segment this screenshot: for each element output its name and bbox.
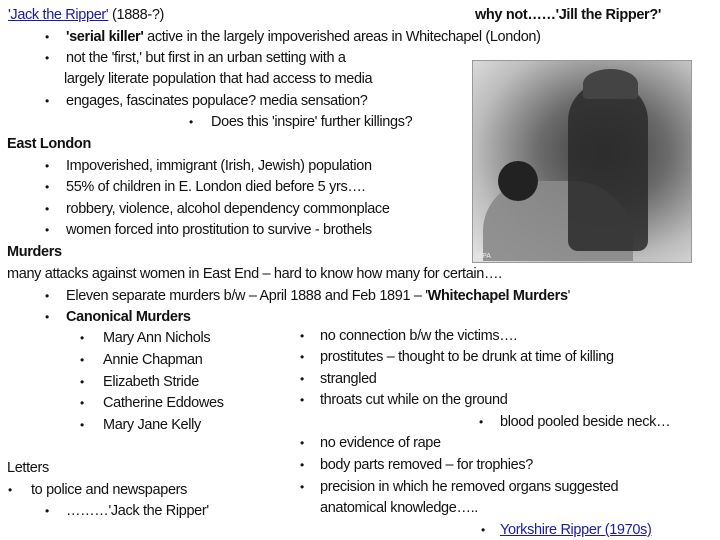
bullet: • <box>45 159 49 173</box>
letters-heading: Letters <box>7 460 49 476</box>
bullet: • <box>300 393 304 407</box>
murders-intro: many attacks against women in East End – hard to know how many for certain…. <box>7 266 502 282</box>
bullet: • <box>300 350 304 364</box>
bullet: • <box>45 504 49 518</box>
murder-fact: body parts removed – for trophies? <box>320 457 533 473</box>
intro-text: active in the largely impoverished areas in Whitechapel (London) <box>143 29 541 45</box>
murder-fact: throats cut while on the ground <box>320 392 508 408</box>
intro-item <box>66 28 541 46</box>
bullet: • <box>80 418 84 432</box>
bullet: • <box>45 51 49 65</box>
victim-name: Elizabeth Stride <box>103 374 199 390</box>
bullet: • <box>8 483 12 497</box>
murder-fact: no connection b/w the victims…. <box>320 328 518 344</box>
east-london-heading: East London <box>7 136 91 152</box>
bullet: • <box>80 375 84 389</box>
murder-fact: no evidence of rape <box>320 435 441 451</box>
murder-fact-cont: anatomical knowledge….. <box>320 500 478 516</box>
murder-fact: prostitutes – thought to be drunk at time of killing <box>320 349 614 365</box>
quote-end: ' <box>567 288 571 304</box>
bullet: • <box>300 329 304 343</box>
title-line <box>8 6 164 24</box>
bullet: • <box>300 458 304 472</box>
bullet: • <box>45 180 49 194</box>
bullet: • <box>80 396 84 410</box>
jack-the-ripper-link[interactable]: 'Jack the Ripper' <box>8 7 109 23</box>
bullet: • <box>45 94 49 108</box>
bullet: • <box>80 331 84 345</box>
murders-heading: Murders <box>7 244 62 260</box>
bullet: • <box>189 115 193 129</box>
canonical-murders-heading: Canonical Murders <box>66 309 191 325</box>
murder-fact: precision in which he removed organs suggested <box>320 479 619 495</box>
title-right: why not……'Jill the Ripper?' <box>475 7 661 23</box>
east-london-item: 55% of children in E. London died before 5 yrs…. <box>66 179 366 195</box>
image-credit: ©PA <box>477 253 491 260</box>
intro-item: engages, fascinates populace? media sensation? <box>66 93 368 109</box>
victim-name: Mary Ann Nichols <box>103 330 211 346</box>
victim-name: Mary Jane Kelly <box>103 417 201 433</box>
letters-subitem: ………'Jack the Ripper' <box>66 503 209 519</box>
bullet: • <box>479 415 483 429</box>
yorkshire-ripper-item <box>500 521 651 539</box>
bullet: • <box>80 353 84 367</box>
intro-item: not the 'first,' but first in an urban setting with a <box>66 50 346 66</box>
east-london-item: robbery, violence, alcohol dependency commonplace <box>66 201 390 217</box>
bullet: • <box>300 436 304 450</box>
east-london-item: women forced into prostitution to survive - brothels <box>66 222 372 238</box>
letters-item: to police and newspapers <box>31 482 188 498</box>
bullet: • <box>45 202 49 216</box>
murder-fact: strangled <box>320 371 377 387</box>
eleven-murders-item <box>66 287 570 305</box>
bullet: • <box>45 289 49 303</box>
intro-subitem: Does this 'inspire' further killings? <box>211 114 413 130</box>
east-london-item: Impoverished, immigrant (Irish, Jewish) population <box>66 158 372 174</box>
bullet: • <box>45 30 49 44</box>
bullet: • <box>45 310 49 324</box>
whitechapel-murders-term: Whitechapel Murders <box>427 288 568 304</box>
bullet: • <box>300 480 304 494</box>
bullet: • <box>481 523 485 537</box>
bullet: • <box>300 372 304 386</box>
victim-name: Catherine Eddowes <box>103 395 224 411</box>
bullet: • <box>45 223 49 237</box>
yorkshire-ripper-link[interactable]: Yorkshire Ripper (1970s) <box>500 522 652 538</box>
intro-item-cont: largely literate population that had access to media <box>64 71 373 87</box>
title-years: (1888-?) <box>108 7 165 23</box>
murder-subfact: blood pooled beside neck… <box>500 414 671 430</box>
eleven-text: Eleven separate murders b/w – April 1888 and Feb 1891 – ' <box>66 288 428 304</box>
victim-name: Annie Chapman <box>103 352 203 368</box>
serial-killer-term: 'serial killer' <box>66 29 144 45</box>
ripper-illustration <box>472 60 692 263</box>
